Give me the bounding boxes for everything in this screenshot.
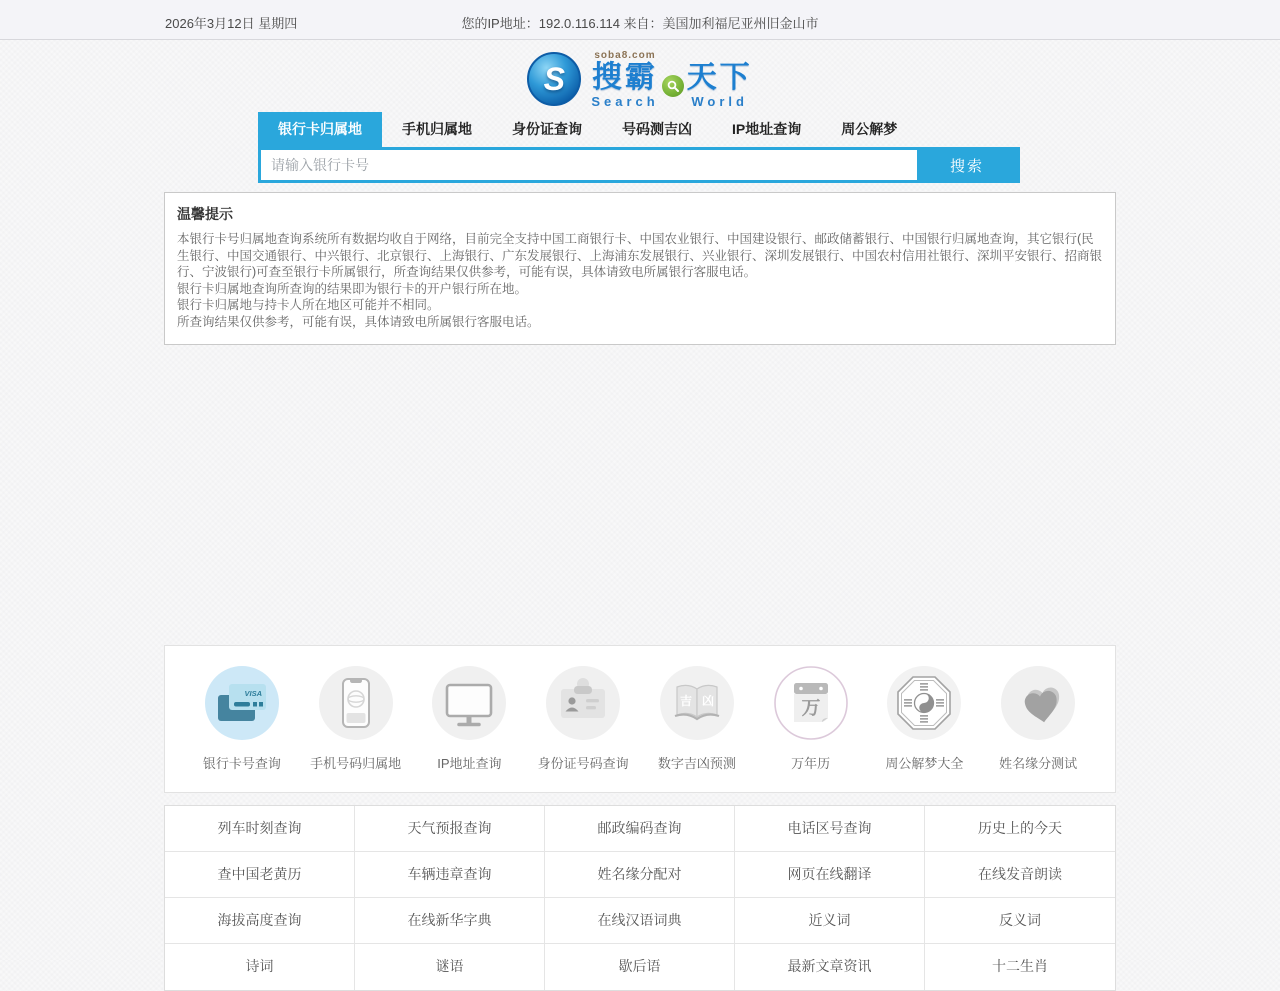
service-id-card-query[interactable] <box>529 666 637 772</box>
heart-icon <box>1001 666 1075 740</box>
links-row <box>165 898 1115 944</box>
luck-book-icon <box>660 666 734 740</box>
logo-title-left: 搜霸 <box>592 60 658 94</box>
notice-paragraph: 银行卡归属地查询所查询的结果即为银行卡的开户银行所在地。 <box>177 281 528 296</box>
tab-ip-address[interactable]: IP地址查询 <box>732 121 802 137</box>
related-links-table <box>164 805 1116 991</box>
service-label: 姓名缘分测试 <box>999 756 1078 771</box>
id-card-icon <box>546 666 620 740</box>
link-riddles[interactable]: 谜语 <box>355 944 545 990</box>
link-train-schedule[interactable]: 列车时刻查询 <box>165 806 355 852</box>
svg-text:VISA: VISA <box>244 689 262 698</box>
notice-box <box>164 192 1116 345</box>
link-antonyms[interactable]: 反义词 <box>925 898 1115 944</box>
service-calendar[interactable] <box>757 666 865 772</box>
link-synonyms[interactable]: 近义词 <box>735 898 925 944</box>
search-bar <box>258 147 1020 183</box>
links-row <box>165 806 1115 852</box>
logo-right-block <box>687 51 753 108</box>
link-name-match[interactable]: 姓名缘分配对 <box>545 852 735 898</box>
bank-card-input[interactable] <box>261 150 917 180</box>
query-tabs <box>258 112 1116 147</box>
logo-domain-text: soba8.com <box>594 49 656 61</box>
link-area-code[interactable]: 电话区号查询 <box>735 806 925 852</box>
service-name-match[interactable] <box>984 666 1092 772</box>
notice-title: 温馨提示 <box>177 206 233 222</box>
service-mobile-query[interactable] <box>302 666 410 772</box>
service-number-luck[interactable] <box>643 666 751 772</box>
service-label: 身份证号码查询 <box>537 756 629 771</box>
bagua-icon <box>887 666 961 740</box>
service-label: 数字吉凶预测 <box>657 756 736 771</box>
link-pronunciation[interactable]: 在线发音朗读 <box>925 852 1115 898</box>
service-bank-card-query[interactable] <box>188 666 296 772</box>
link-almanac[interactable]: 查中国老黄历 <box>165 852 355 898</box>
logo-s-icon: S <box>527 52 581 106</box>
link-xinhua-dictionary[interactable]: 在线新华字典 <box>355 898 545 944</box>
link-chinese-dictionary[interactable]: 在线汉语词典 <box>545 898 735 944</box>
link-latest-articles[interactable]: 最新文章资讯 <box>735 944 925 990</box>
tab-dream[interactable]: 周公解梦 <box>841 121 898 137</box>
link-traffic-violation[interactable]: 车辆违章查询 <box>355 852 545 898</box>
link-today-in-history[interactable]: 历史上的今天 <box>925 806 1115 852</box>
svg-text:吉: 吉 <box>679 694 692 708</box>
link-zodiac[interactable]: 十二生肖 <box>992 958 1048 974</box>
notice-paragraph: 本银行卡号归属地查询系统所有数据均收自于网络，目前完全支持中国工商银行卡、中国农业银行、中国建设银行、邮政储蓄银行、中国银行归属地查询，其它银行(民生银行、中国交通银行、中兴银行、北京银行、上海银行、广东发展银行、上海浦东发展银行、兴业银行、深圳发展银行、中国农村信用社银行、深圳平安银行、招商银行、宁波银行)可查至银行卡所属银行，所查询结果仅供参考，可能有误，具体请致电所属银行客服电话。 <box>177 232 1103 279</box>
logo-subtitle-left: Search <box>591 93 659 109</box>
service-label: IP地址查询 <box>437 756 502 771</box>
logo-title-right: 天下 <box>686 60 753 94</box>
link-weather[interactable]: 天气预报查询 <box>355 806 545 852</box>
tab-bank-card[interactable]: 银行卡归属地 <box>258 112 382 147</box>
current-date: 2026年3月12日 星期四 <box>165 16 298 31</box>
search-button[interactable]: 搜索 <box>917 150 1017 180</box>
logo-left-block <box>591 51 658 108</box>
svg-text:万: 万 <box>801 698 821 719</box>
link-poetry[interactable]: 诗词 <box>165 944 355 990</box>
service-label: 万年历 <box>791 756 831 771</box>
link-xiehouyu[interactable]: 歇后语 <box>545 944 735 990</box>
logo-subtitle-right: World <box>691 93 748 109</box>
service-ip-query[interactable] <box>415 666 523 772</box>
links-row <box>165 852 1115 898</box>
service-label: 周公解梦大全 <box>885 756 964 771</box>
notice-paragraph: 所查询结果仅供参考，可能有误，具体请致电所属银行客服电话。 <box>177 314 540 329</box>
phone-icon <box>319 666 393 740</box>
service-label: 银行卡号查询 <box>202 756 281 771</box>
svg-text:凶: 凶 <box>701 694 714 708</box>
tab-id-card[interactable]: 身份证查询 <box>512 121 582 137</box>
service-label: 手机号码归属地 <box>310 756 402 771</box>
bank-card-icon <box>205 666 279 740</box>
calendar-icon <box>774 666 848 740</box>
site-logo[interactable] <box>527 46 752 112</box>
link-web-translate[interactable]: 网页在线翻译 <box>735 852 925 898</box>
tab-number-luck[interactable]: 号码测吉凶 <box>622 121 692 137</box>
monitor-icon <box>432 666 506 740</box>
service-shortcuts-panel <box>164 645 1116 793</box>
tab-mobile[interactable]: 手机归属地 <box>402 121 472 137</box>
links-row <box>165 944 1115 990</box>
notice-paragraph: 银行卡归属地与持卡人所在地区可能并不相同。 <box>177 298 440 312</box>
link-altitude[interactable]: 海拔高度查询 <box>165 898 355 944</box>
header <box>164 40 1116 112</box>
visitor-ip-info: 您的IP地址：192.0.116.114 来自：美国加利福尼亚州旧金山市 <box>461 16 819 31</box>
top-info-bar <box>0 0 1280 40</box>
service-dream-dictionary[interactable] <box>870 666 978 772</box>
magnifier-badge-icon <box>662 75 684 97</box>
link-postcode[interactable]: 邮政编码查询 <box>545 806 735 852</box>
